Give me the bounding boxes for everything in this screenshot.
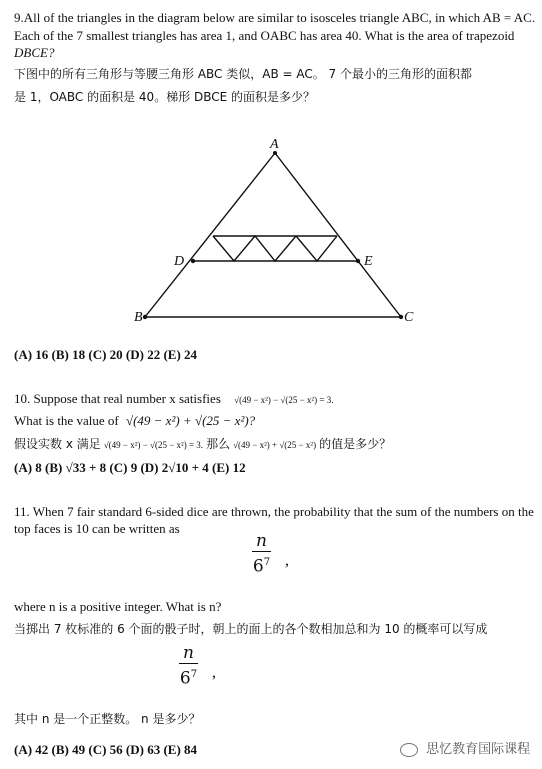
- q10-line2: [14, 413, 255, 429]
- q10-chinese-line: [14, 436, 391, 453]
- q10-zh-a: 假设实数 x 满足: [14, 437, 101, 451]
- fraction-denominator: $6^7$: [252, 556, 271, 577]
- q11-text-line1: 11. When 7 fair standard 6-sided dice are thrown, the probability that the sum of the numbers on the: [14, 504, 534, 519]
- q9-chinese-line1: 下图中的所有三角形与等腰三角形 ABC 类似，AB = AC。 7 个最小的三角形的面积都: [14, 67, 473, 81]
- watermark-text: 思忆教育国际课程: [426, 742, 531, 757]
- q11-answer-choices: (A) 42 (B) 49 (C) 56 (D) 63 (E) 84: [14, 742, 198, 757]
- point-c: [399, 315, 403, 319]
- fraction-numerator: n: [252, 531, 271, 552]
- q11-text-line2: top faces is 10 can be written as: [14, 521, 180, 536]
- fraction-numerator: n: [179, 643, 198, 664]
- q10-line2-text: What is the value of: [14, 413, 119, 428]
- q11-fraction-1: [252, 531, 271, 578]
- q9-text-line3: DBCE?: [14, 45, 55, 60]
- q11-chinese-line1: 当掷出 7 枚标准的 6 个面的骰子时，朝上的面上的各个数相加总和为 10 的概率可以写成: [14, 622, 488, 636]
- label-d: D: [174, 254, 185, 269]
- q10-zh-math2: √(49 − x²) + √(25 − x²): [233, 440, 317, 450]
- q9-answer-choices: (A) 16 (B) 18 (C) 20 (D) 22 (E) 24: [14, 347, 198, 362]
- q10-zh-b: 那么: [206, 437, 231, 451]
- q11-text-line3: where n is a positive integer. What is n?: [14, 599, 222, 614]
- label-c: C: [404, 310, 414, 325]
- fraction-2-comma: ,: [212, 664, 216, 681]
- watermark: [400, 738, 530, 757]
- label-b: B: [134, 310, 143, 325]
- fraction-denominator: $6^7$: [179, 668, 198, 689]
- q10-answer-choices: (A) 8 (B) √33 + 8 (C) 9 (D) 2√10 + 4 (E) 12: [14, 460, 246, 475]
- label-e: E: [364, 254, 373, 269]
- point-b: [143, 315, 147, 319]
- q11-fraction-2: [179, 643, 198, 690]
- q9-text-line1: 9.All of the triangles in the diagram below are similar to isosceles triangle ABC, in which AB = AC.: [14, 10, 536, 25]
- wechat-icon: [400, 743, 418, 757]
- q11-chinese-line2: 其中 n 是一个正整数。 n 是多少？: [14, 712, 201, 726]
- triangle-abc: [145, 153, 401, 317]
- q9-text-line2: Each of the 7 smallest triangles has area 1, and OABC has area 40. What is the area of trapezoid: [14, 28, 515, 43]
- label-a: A: [270, 137, 279, 152]
- point-d: [191, 259, 195, 263]
- q10-line1-math: √(49 − x²) − √(25 − x²) = 3.: [234, 395, 334, 405]
- triangle-diagram: [0, 130, 542, 330]
- q9-chinese-line2: 是 1，OABC 的面积是 40。梯形 DBCE 的面积是多少？: [14, 90, 316, 104]
- q10-zh-math1: √(49 − x²) − √(25 − x²) = 3.: [103, 440, 204, 450]
- q10-line1-text: 10. Suppose that real number x satisfies: [14, 391, 221, 406]
- point-e: [356, 259, 360, 263]
- q10-zh-c: 的值是多少？: [319, 437, 392, 451]
- small-triangles-zigzag: [213, 236, 337, 261]
- q10-line2-math: √(49 − x²) + √(25 − x²)?: [125, 413, 256, 428]
- fraction-1-comma: ,: [285, 552, 289, 569]
- q10-line1: [14, 391, 333, 408]
